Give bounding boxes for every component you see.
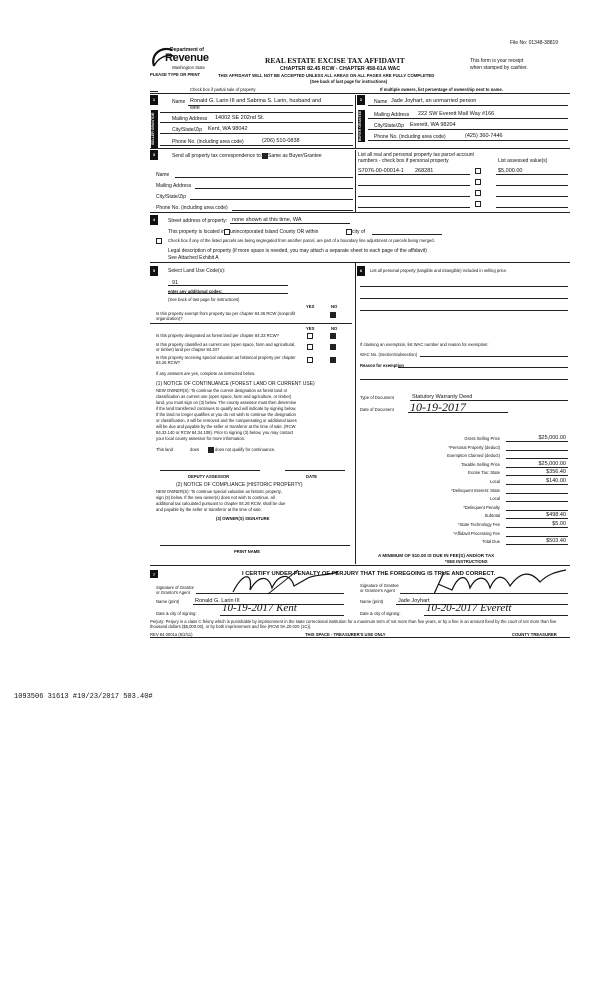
fin-row-value: $25,000.00 bbox=[538, 461, 566, 467]
perjury-warning: Perjury: Perjury is a class C felony which is punishable by imprisonment in the state correctional institution for a maximum term of not more than five years, or by a fine in an amount fixed by the court of not more than five thousand dollars ($5,000.00), or by both imprisonment and fine (RCW 9A.20.020 (1C)). bbox=[150, 619, 557, 629]
see-back-note: (See back of last page for instructions) bbox=[310, 79, 388, 84]
fin-row-label: *State Technology Fee bbox=[457, 522, 500, 527]
land-use-label: Select Land Use Code(s): bbox=[168, 268, 226, 274]
see-instructions-note: *SEE INSTRUCTIONS bbox=[445, 559, 488, 564]
fin-row-line bbox=[506, 510, 568, 511]
q-historic: Is this property receiving special valuation as historical property per chapter 84.26 RCW? bbox=[156, 355, 296, 365]
fin-row-label: *Delinquent Penalty bbox=[463, 505, 500, 510]
no-header-1: NO bbox=[331, 304, 338, 309]
continuance-line-5: If the land no longer qualifies or you do not wish to continue the designation bbox=[156, 412, 296, 417]
legal-description-value: See Attached Exhibit A bbox=[168, 255, 219, 261]
grantee-date-city: 10-20-2017 Everett bbox=[426, 602, 512, 614]
buyer-mailing: 222 SW Everett Mall Way #166 bbox=[418, 111, 495, 117]
q-historic-yes-checkbox[interactable] bbox=[307, 357, 313, 363]
fin-row-line bbox=[506, 450, 568, 451]
buyer-name: Jade Joyhart, an unmarried person bbox=[391, 98, 477, 104]
grantee-signature-label: Signature of Grantee or Grantee's Agent bbox=[360, 583, 399, 593]
section-5-marker: 5 bbox=[150, 266, 158, 276]
personal-property-checkbox-3[interactable] bbox=[475, 190, 481, 196]
buyer-mailing-label: Mailing Address bbox=[374, 112, 410, 118]
form-subtitle: CHAPTER 82.45 RCW - CHAPTER 458-61A WAC bbox=[280, 66, 401, 72]
land-use-code: 91 bbox=[172, 280, 179, 286]
fin-row-line bbox=[506, 501, 568, 502]
personal-property-checkbox-2[interactable] bbox=[475, 179, 481, 185]
compliance-line-1: NEW OWNER(S): To continue special valuation as historic property, bbox=[156, 489, 282, 494]
q-exempt-no-checkbox[interactable] bbox=[330, 312, 336, 318]
fin-row-value: $356.40 bbox=[546, 469, 566, 475]
compliance-title: (2) NOTICE OF COMPLIANCE (HISTORIC PROPERTY) bbox=[176, 482, 303, 488]
partial-sale-label: Check box if partial sale of property bbox=[190, 87, 256, 92]
q-current-use: Is this property classified as current use (open space, farm and agricultural, or timber) land per chapter 84.34? bbox=[156, 342, 296, 352]
personal-property-checkbox-1[interactable] bbox=[475, 168, 481, 174]
q-historic-no-checkbox[interactable] bbox=[330, 357, 336, 363]
city-of-label: city of bbox=[352, 229, 366, 235]
fin-row-line bbox=[506, 493, 568, 494]
located-in-label: This property is located in bbox=[168, 229, 225, 235]
grantor-signature-label: Signature of Grantor or Grantor's Agent bbox=[156, 585, 194, 595]
fin-row-label: Total Due bbox=[482, 539, 500, 544]
fin-row-line bbox=[506, 458, 568, 459]
continuance-line-1: NEW OWNER(S): To continue the current designation as forest land or bbox=[156, 388, 288, 393]
fin-row-line bbox=[506, 527, 568, 528]
q-forest: Is this property designated as forest land per chapter 84.33 RCW? bbox=[156, 333, 279, 338]
grantor-date-city-label: Date & city of signing: bbox=[156, 611, 197, 616]
land-use-see-back: (See back of last page for instructions) bbox=[168, 297, 240, 302]
grantor-signature bbox=[228, 568, 348, 598]
seller-grantor-tag: SELLER GRANTOR bbox=[151, 110, 158, 148]
fin-row-value: $503.40 bbox=[546, 538, 566, 544]
grantee-date-city-label: Date & city of signing: bbox=[360, 611, 401, 616]
reason-label: Reason for exemption bbox=[360, 363, 404, 368]
doc-date-label: Date of Document bbox=[360, 407, 394, 412]
seller-mailing-label: Mailing Address bbox=[172, 116, 208, 122]
grantor-print-name: Ronald G. Larin III bbox=[195, 598, 240, 604]
doc-date-value: 10-19-2017 bbox=[410, 400, 466, 414]
grantor-date-city: 10-19-2017 Kent bbox=[222, 602, 297, 614]
personal-property-label: List all personal property (tangible and intangible) included in selling price. bbox=[370, 268, 508, 273]
grantor-name-print-label: Name (print) bbox=[156, 599, 180, 604]
if-any-yes: If any answers are yes, complete as instructed below. bbox=[156, 371, 256, 376]
legal-description-label: Legal description of property (if more space is needed, you may attach a separate sheet to each page of the affidavit) bbox=[168, 248, 427, 254]
receipt-note-2: when stamped by cashier. bbox=[470, 65, 528, 71]
does-not-qualify-checkbox[interactable] bbox=[208, 447, 214, 453]
does-label: does bbox=[190, 447, 200, 452]
corr-mailing-label: Mailing Address bbox=[156, 183, 192, 189]
seller-mailing: 14002 SE 202nd St. bbox=[215, 115, 265, 121]
fin-row-label: Exemption Claimed (deduct) bbox=[447, 453, 500, 458]
buyer-grantee-tag: BUYER GRANTEE bbox=[358, 110, 365, 142]
corr-name-label: Name bbox=[156, 172, 170, 178]
seller-city: Kent, WA 98042 bbox=[208, 126, 248, 132]
cashier-stamp: 1093506 31613 #10/23/2017 503.40# bbox=[14, 693, 153, 701]
yes-header-2: YES bbox=[306, 326, 315, 331]
street-label: Street address of property: bbox=[168, 218, 228, 224]
buyer-city-label: City/State/Zip bbox=[374, 123, 405, 129]
parcel-number-2: 268281 bbox=[415, 168, 434, 174]
deputy-assessor-label: DEPUTY ASSESSOR bbox=[188, 474, 230, 479]
grantee-print-name: Jade Joyhart bbox=[398, 598, 430, 604]
assessed-header: List assessed value(s) bbox=[498, 158, 548, 164]
section-6-marker: 6 bbox=[357, 266, 365, 276]
exemption-label: If claiming an exemption, list WAC number and reason for exemption: bbox=[360, 342, 489, 347]
please-type-note: PLEASE TYPE OR PRINT bbox=[150, 72, 201, 77]
receipt-note-1: This form is your receipt bbox=[470, 58, 524, 64]
buyer-city: Everett, WA 98204 bbox=[410, 122, 456, 128]
section-1-marker: 1 bbox=[150, 95, 158, 105]
compliance-line-2: sign (3) below. If the new owner(s) does not wish to continue, all bbox=[156, 495, 275, 500]
acceptance-warning: THIS AFFIDAVIT WILL NOT BE ACCEPTED UNLESS ALL AREAS ON ALL PAGES ARE FULLY COMPLETED bbox=[218, 73, 435, 78]
fin-row-value: $25,000.00 bbox=[538, 435, 566, 441]
fin-row-label: *Delinquent Interest: State bbox=[451, 488, 500, 493]
q-forest-no-checkbox[interactable] bbox=[330, 333, 336, 339]
seller-phone-label: Phone No. (including area code) bbox=[172, 139, 244, 145]
same-as-buyer-label: Same as Buyer/Grantee bbox=[268, 153, 322, 159]
unincorporated-label: unincorporated Island County OR within bbox=[230, 229, 319, 235]
continuance-line-2: classification as current use (open space, farm and agriculture, or timber) bbox=[156, 394, 292, 399]
q-current-use-no-checkbox[interactable] bbox=[330, 344, 336, 350]
grantee-signature bbox=[430, 566, 570, 600]
fin-row-line bbox=[506, 475, 568, 476]
parcel-header: List all real and personal property tax parcel account numbers - check box if personal property bbox=[358, 152, 474, 164]
fin-row-label: Local bbox=[489, 479, 500, 484]
buyer-phone-label: Phone No. (including area code) bbox=[374, 134, 446, 140]
form-title: REAL ESTATE EXCISE TAX AFFIDAVIT bbox=[265, 56, 405, 65]
additional-codes-label: enter any additional codes: bbox=[168, 289, 223, 294]
seller-city-label: City/State/Zip bbox=[172, 127, 203, 133]
corr-city-label: City/State/Zip bbox=[156, 194, 187, 200]
assessed-value: $5,000.00 bbox=[498, 168, 523, 174]
fin-row-label: *Personal Property (deduct) bbox=[448, 445, 500, 450]
seller-phone: (206) 510-0838 bbox=[262, 138, 300, 144]
fin-row-value: $140.00 bbox=[546, 478, 566, 484]
corr-phone-label: Phone No. (including area code) bbox=[156, 205, 228, 211]
revenue-wordmark: Revenue bbox=[165, 52, 209, 64]
continuance-line-7: will be due and payable by the seller or transferor at the time of sale. (RCW bbox=[156, 424, 296, 429]
section-4-marker: 4 bbox=[150, 215, 158, 225]
fin-row-line bbox=[506, 518, 568, 519]
treasurer-space-label: THIS SPACE - TREASURER'S USE ONLY bbox=[305, 632, 386, 637]
grantee-name-print-label: Name (print) bbox=[360, 599, 384, 604]
buyer-phone: (425) 360-7446 bbox=[465, 133, 503, 139]
fin-row-label: Gross Selling Price bbox=[464, 436, 500, 441]
parcel-number: S7076-00-00014-1 bbox=[358, 168, 404, 174]
doc-type-value: Statutory Warranty Deed bbox=[412, 394, 473, 400]
multiple-owners-note: If multiple owners, list percentage of ownership next to name. bbox=[380, 87, 503, 92]
owner-signature-label: (3) OWNER(S) SIGNATURE bbox=[216, 516, 270, 521]
section-7-marker: 7 bbox=[150, 570, 158, 578]
correspondence-label: Send all property tax correspondence to: bbox=[172, 153, 263, 159]
fin-row-line bbox=[506, 536, 568, 537]
certify-statement: I CERTIFY UNDER PENALTY OF PERJURY THAT THE FOREGOING IS TRUE AND CORRECT. bbox=[242, 571, 496, 577]
washington-state: Washington State bbox=[172, 65, 205, 70]
this-land-label: This land bbox=[156, 447, 173, 452]
section-2-marker: 2 bbox=[357, 95, 365, 105]
continuance-line-4: if the land transferred continues to qualify and will indicate by signing below. bbox=[156, 406, 297, 411]
continuance-line-6: or classification, it will be removed and the compensating or additional taxes bbox=[156, 418, 297, 423]
personal-property-checkbox-4[interactable] bbox=[475, 201, 481, 207]
print-name-label: PRINT NAME bbox=[234, 549, 261, 554]
fin-row-label: Local bbox=[489, 496, 500, 501]
buyer-name-label: Name bbox=[374, 99, 388, 105]
seller-name-cont: wife bbox=[190, 105, 200, 111]
deputy-date-label: DATE bbox=[306, 474, 318, 479]
street-value: none shown at this time, WA bbox=[232, 217, 302, 223]
section-3-marker: 3 bbox=[150, 150, 158, 160]
doc-type-label: Type of Document bbox=[360, 395, 394, 400]
minimum-due-note: A MINIMUM OF $10.00 IS DUE IN FEE(S) AND/OR TAX bbox=[378, 553, 495, 558]
q-current-use-yes-checkbox[interactable] bbox=[307, 344, 313, 350]
q-exempt: Is this property exempt from property tax per chapter 84.36 RCW (nonprofit organization)? bbox=[156, 311, 296, 321]
fin-row-value: $498.40 bbox=[546, 512, 566, 518]
form-revision: REV 84 0001a (9/2/11) bbox=[150, 632, 193, 637]
yes-header-1: YES bbox=[306, 304, 315, 309]
fin-row-value: $5.00 bbox=[552, 521, 566, 527]
segregated-checkbox[interactable] bbox=[156, 238, 162, 244]
continuance-title: (1) NOTICE OF CONTINUANCE (FOREST LAND OR CURRENT USE) bbox=[156, 381, 315, 387]
dept-of: Department of bbox=[170, 47, 204, 53]
file-number: File No: 01348-38819 bbox=[510, 40, 559, 46]
fin-row-label: Subtotal bbox=[484, 513, 500, 518]
fin-row-line bbox=[506, 484, 568, 485]
seller-name: Ronald G. Larin III and Sabrina S. Larin, husband and bbox=[190, 98, 322, 104]
continuance-line-9: your local county assessor for more information. bbox=[156, 436, 246, 441]
fin-row-line bbox=[506, 441, 568, 442]
no-header-2: NO bbox=[331, 326, 338, 331]
county-treasurer-label: COUNTY TREASURER bbox=[512, 632, 557, 637]
continuance-line-8: 84.33.140 or RCW 84.34.108). Prior to signing (3) below, you may contact bbox=[156, 430, 294, 435]
segregated-label: Check box if any of the listed parcels are being segregated from another parcel, are part of a boundary line adjustment or parcels being merged. bbox=[168, 238, 435, 243]
q-forest-yes-checkbox[interactable] bbox=[307, 333, 313, 339]
fin-row-label: Excise Tax: State bbox=[467, 470, 500, 475]
fin-row-line bbox=[506, 467, 568, 468]
continuance-line-3: land, you must sign on (3) below. The county assessor must then determine bbox=[156, 400, 297, 405]
compliance-line-3: additional tax calculated pursuant to chapter 84.26 RCW, shall be due bbox=[156, 501, 286, 506]
does-not-qualify-label: does not qualify for continuance. bbox=[215, 447, 276, 452]
compliance-line-4: and payable by the seller or transferor at the time of sale. bbox=[156, 507, 262, 512]
fin-row-line bbox=[506, 544, 568, 545]
wac-label: WAC No. (Section/Subsection) bbox=[360, 352, 418, 357]
fin-row-label: *Affidavit Processing Fee bbox=[453, 531, 500, 536]
fin-row-label: Taxable Selling Price bbox=[461, 462, 500, 467]
seller-name-label: Name bbox=[172, 99, 186, 105]
